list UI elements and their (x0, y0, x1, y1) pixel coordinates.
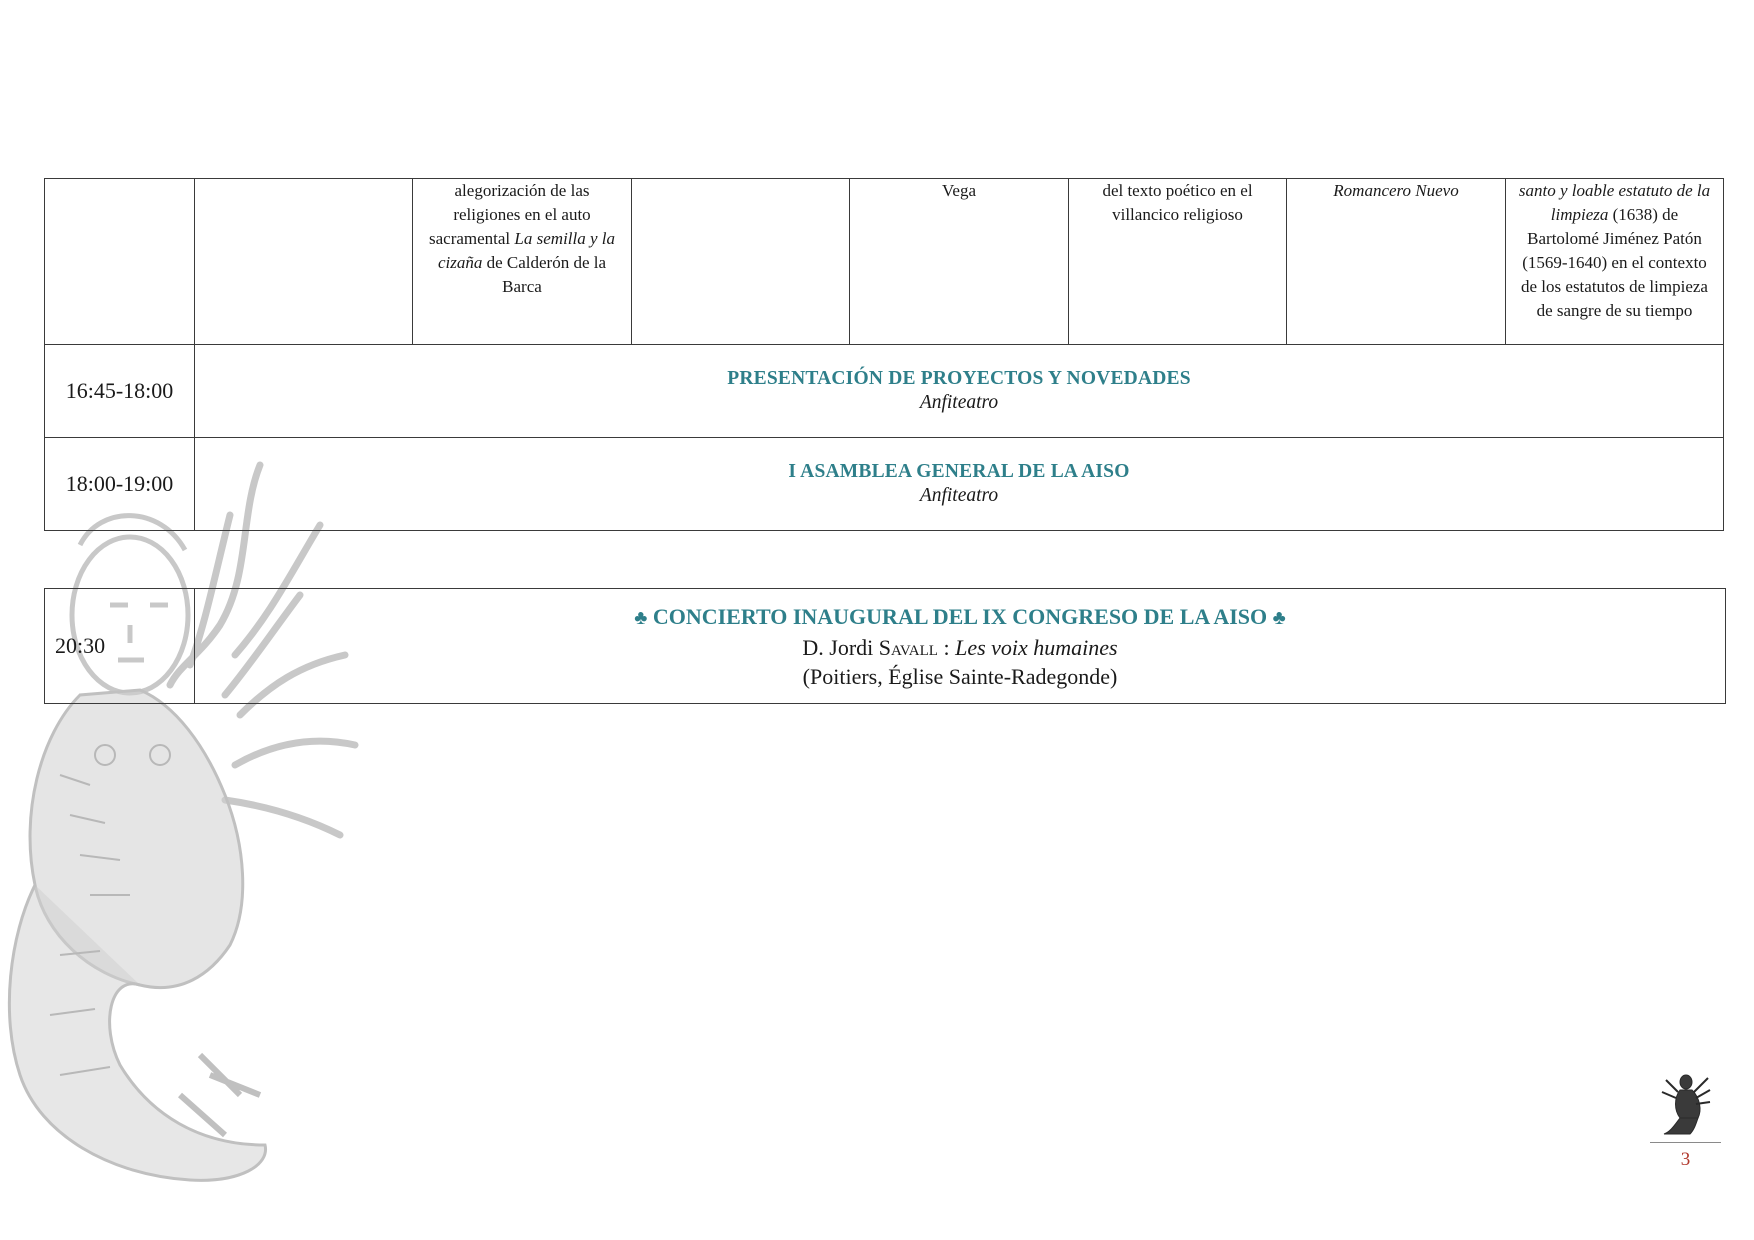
talk-text: Vega (942, 181, 976, 200)
session-cell (195, 438, 1724, 531)
table-row (45, 438, 1754, 531)
talk-cell (850, 179, 1069, 345)
leaf-ornament-icon: ♣ (634, 606, 648, 629)
time-slot: 16:45-18:00 (45, 345, 195, 438)
session-title: I ASAMBLEA GENERAL DE LA AISO (788, 461, 1130, 482)
time-slot: 18:00-19:00 (45, 438, 195, 531)
talk-cell (1069, 179, 1287, 345)
concert-title: CONCIERTO INAUGURAL DEL IX CONGRESO DE LA AISO (652, 603, 1268, 629)
concert-performer: D. Jordi Savall : Les voix humaines (802, 634, 1118, 660)
concert-cell (195, 589, 1726, 704)
talk-cell (413, 179, 632, 345)
footer-rule (1650, 1142, 1721, 1143)
work-title: Les voix humaines (955, 634, 1118, 660)
work-title: Romancero Nuevo (1333, 181, 1459, 200)
talk-cell (1506, 179, 1724, 345)
page-number: 3 (1680, 1149, 1691, 1170)
talk-text: (1638) de Bartolomé Jiménez Patón (1569-1640) en el contexto de los estatutos de limpieza de sangre de su tiempo (1521, 205, 1708, 320)
program-table (44, 178, 1754, 531)
concert-venue: (Poitiers, Église Sainte-Radegonde) (802, 663, 1118, 689)
table-row (45, 179, 1754, 345)
table-cell-empty (195, 179, 413, 345)
table-cell-empty (45, 179, 195, 345)
session-title: PRESENTACIÓN DE PROYECTOS Y NOVEDADES (727, 368, 1191, 389)
work-title: La semilla y la cizaña (437, 229, 616, 272)
leaf-ornament-icon: ♣ (1272, 606, 1286, 629)
session-cell (195, 345, 1724, 438)
talk-cell (1287, 179, 1506, 345)
session-place: Anfiteatro (919, 392, 999, 413)
session-place: Anfiteatro (919, 485, 999, 506)
work-title: santo y loable estatuto de la limpieza (1518, 181, 1711, 224)
time-slot: 20:30 (45, 589, 195, 704)
table-row (45, 345, 1754, 438)
talk-text: del texto poético en el villancico religioso (1102, 181, 1253, 224)
talk-text: alegorización de las religiones en el auto sacramental (428, 181, 591, 248)
siren-logo-icon (1660, 1068, 1712, 1136)
siren-woodcut-icon (0, 455, 370, 1200)
table-cell-empty (632, 179, 850, 345)
table-row (45, 589, 1726, 704)
talk-text: de Calderón de la Barca (482, 253, 607, 296)
performer-surname: Savall (878, 634, 938, 660)
concert-table (44, 588, 1726, 704)
